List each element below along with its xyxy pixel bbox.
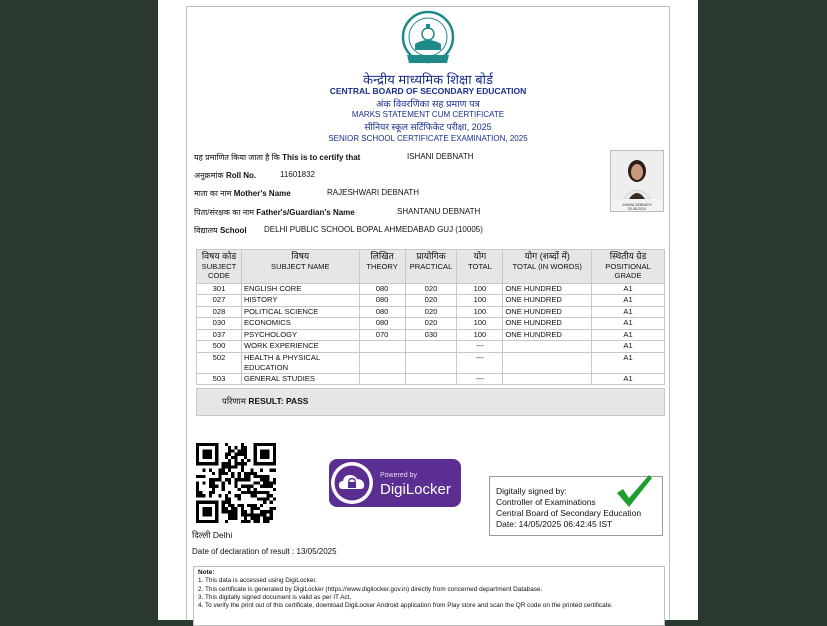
subject-name: HISTORY [241,295,359,307]
header-total-words: योग (शब्दों में) TOTAL (IN WORDS) [503,250,592,284]
table-row [197,341,665,353]
note-item: 1. This data is accessed using DigiLocker. [198,577,317,585]
digilocker-badge[interactable] [329,459,461,507]
marks-statement-hindi: अंक विवरणिका सह प्रमाण पत्र [376,99,480,110]
practical-marks: 020 [405,283,457,295]
subject-name: ENGLISH CORE [241,283,359,295]
theory-marks: 080 [359,283,405,295]
certify-label: यह प्रमाणित किया जाता है कि This is to certify that [194,153,361,162]
header-grade: स्थितीय ग्रेड POSITIONAL GRADE [592,250,665,284]
total-in-words: ONE HUNDRED [503,306,592,318]
result-box [196,388,665,416]
theory-marks: 080 [359,295,405,307]
subject-name: WORK EXPERIENCE [241,341,359,353]
father-label: पिता/संरक्षक का नाम Father's/Guardian's Name [194,208,355,217]
positional-grade: A1 [592,373,665,385]
positional-grade: A1 [592,306,665,318]
student-name: ISHANI DEBNATH [407,152,474,161]
digital-signature-box[interactable] [489,476,663,536]
note-item: 4. To verify the print out of this certificate, download DigiLocker Android application from Play store and scan the QR code on the printed certificate. [198,602,613,610]
cbse-emblem-icon [401,10,455,68]
positional-grade: A1 [592,283,665,295]
table-row [197,373,665,385]
subject-name: GENERAL STUDIES [241,373,359,385]
practical-marks: 020 [405,306,457,318]
subject-name: PSYCHOLOGY [241,329,359,341]
digilocker-powered: Powered by [380,472,417,479]
table-row [197,306,665,318]
positional-grade: A1 [592,329,665,341]
student-photo [610,150,664,212]
declaration-date: Date of declaration of result : 13/05/2025 [192,547,337,556]
practical-marks [405,373,457,385]
notes-box [193,566,665,626]
photo-date: 20-08-2024 [628,207,646,211]
roll-number: 11601832 [280,170,315,179]
note-item: 2. This certificate is generated by DigiLocker (https://www.digilocker.gov.in) directly from concerned department Database. [198,585,543,593]
total-marks: 100 [457,306,503,318]
mother-label: माता का नाम Mother's Name [194,189,291,198]
practical-marks: 020 [405,318,457,330]
student-portrait [611,151,663,199]
result-text: परिणाम RESULT: PASS [222,396,309,406]
total-marks: --- [457,352,503,373]
total-marks: 100 [457,283,503,295]
marks-table [196,249,665,385]
header-practical: प्रायोगिक PRACTICAL [405,250,457,284]
subject-name: POLITICAL SCIENCE [241,306,359,318]
total-in-words: ONE HUNDRED [503,295,592,307]
qr-code[interactable] [196,443,276,523]
subject-code: 027 [197,295,242,307]
board-name-hindi: केन्द्रीय माध्यमिक शिक्षा बोर्ड [363,72,493,87]
theory-marks [359,341,405,353]
subject-code: 037 [197,329,242,341]
checkmark-icon [614,472,654,510]
practical-marks: 020 [405,295,457,307]
subject-name: ECONOMICS [241,318,359,330]
header-subject-code: विषय कोड SUBJECT CODE [197,250,242,284]
cloud-lock-icon [329,459,375,507]
theory-marks: 080 [359,306,405,318]
school-label: विद्यालय School [194,226,247,235]
total-marks: 100 [457,318,503,330]
subject-name: HEALTH & PHYSICAL EDUCATION [241,352,359,373]
theory-marks: 080 [359,318,405,330]
subject-code: 301 [197,283,242,295]
place-label: दिल्ली Delhi [192,530,233,540]
table-row [197,283,665,295]
header-total: योग TOTAL [457,250,503,284]
digilocker-name: DigiLocker [380,481,451,498]
roll-label: अनुक्रमांक Roll No. [194,171,257,180]
total-marks: 100 [457,295,503,307]
practical-marks: 030 [405,329,457,341]
practical-marks [405,352,457,373]
exam-title-hindi: सीनियर स्कूल सर्टिफिकेट परीक्षा, 2025 [364,122,492,132]
mother-name: RAJESHWARI DEBNATH [327,188,420,197]
table-row [197,329,665,341]
subject-code: 502 [197,352,242,373]
header-theory: लिखित THEORY [359,250,405,284]
total-marks: --- [457,373,503,385]
theory-marks [359,373,405,385]
total-marks: --- [457,341,503,353]
subject-code: 503 [197,373,242,385]
marks-statement-english: MARKS STATEMENT CUM CERTIFICATE [351,110,505,119]
total-in-words [503,341,592,353]
total-in-words: ONE HUNDRED [503,329,592,341]
positional-grade: A1 [592,341,665,353]
father-name: SHANTANU DEBNATH [397,207,481,216]
practical-marks [405,341,457,353]
table-row [197,318,665,330]
table-row [197,295,665,307]
total-in-words [503,373,592,385]
total-marks: 100 [457,329,503,341]
photo-caption: ISHANI DEBNATH [622,203,652,207]
positional-grade: A1 [592,318,665,330]
school-name: DELHI PUBLIC SCHOOL BOPAL AHMEDABAD GUJ (10005) [264,225,483,234]
subject-code: 028 [197,306,242,318]
exam-title-english: SENIOR SCHOOL CERTIFICATE EXAMINATION, 2025 [328,134,528,143]
table-header-row [197,250,665,284]
note-item: 3. This digitally signed document is valid as per IT Act. [198,593,352,601]
theory-marks: 070 [359,329,405,341]
positional-grade: A1 [592,295,665,307]
total-in-words [503,352,592,373]
table-row [197,352,665,373]
subject-code: 500 [197,341,242,353]
total-in-words: ONE HUNDRED [503,283,592,295]
theory-marks [359,352,405,373]
total-in-words: ONE HUNDRED [503,318,592,330]
signature-text: Digitally signed by: Controller of Examinations Central Board of Secondary Education Date: 14/05/2025 06:42:45 IST [496,486,642,529]
notes-title: Note: [198,569,215,576]
positional-grade: A1 [592,352,665,373]
subject-code: 030 [197,318,242,330]
board-name-english: CENTRAL BOARD OF SECONDARY EDUCATION [329,86,527,96]
header-subject-name: विषय SUBJECT NAME [241,250,359,284]
